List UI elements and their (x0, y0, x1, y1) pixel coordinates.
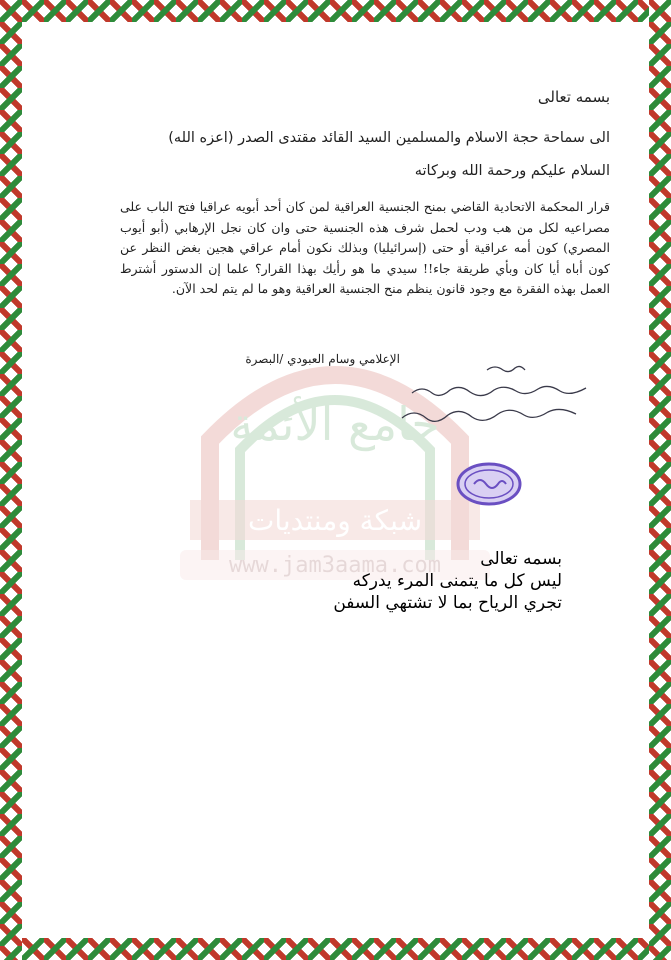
reply-line-3: تجري الرياح بما لا تشتهي السفن (333, 593, 562, 613)
decorative-border-bottom (0, 938, 671, 960)
reply-line-2: ليس كل ما يتمنى المرء يدركه (352, 571, 562, 591)
decorative-border-top (0, 0, 671, 22)
letter-greeting: السلام عليكم ورحمة الله وبركاته (414, 163, 610, 179)
letter-signature: الإعلامي وسام العبودي /البصرة (245, 352, 400, 366)
letter-basmala: بسمه تعالى (537, 88, 610, 106)
decorative-border-left (0, 0, 22, 960)
watermark-url: www.jam3aama.com (229, 553, 441, 578)
reply-line-basmala: بسمه تعالى (480, 549, 562, 569)
watermark-subtitle: شبكة ومنتديات (247, 504, 423, 537)
decorative-border-right (649, 0, 671, 960)
official-seal (456, 462, 522, 506)
watermark-title: جامع الأئمة (230, 397, 440, 451)
letter-addressee: الى سماحة حجة الاسلام والمسلمين السيد القائد مقتدى الصدر (اعزه الله) (168, 130, 610, 146)
handwritten-annotation (392, 360, 617, 430)
reply-block (270, 548, 562, 614)
letter-body: قرار المحكمة الاتحادية القاضي بمنح الجنسية العراقية لمن كان أحد أبويه عراقيا فتح الباب على مصراعيه لكل من هب ودب لحمل شرف هذه الجنسية حتى وان كان نجل الإرهابي (أبو أيوب المصري) كون أمه عراقية أو حتى (إسرائيليا) وبذلك نكون أمام عراقي هجين بغض النظر عن كون أباه أيا كان وبأي طريقة جاء!! سيدي ما هو رأيك بهذا القرار؟ علما إن الدستور أشترط العمل بهذه الفقرة مع وجود قانون ينظم منح الجنسية العراقية وهو ما لم يتم لحد الآن. (120, 199, 610, 296)
